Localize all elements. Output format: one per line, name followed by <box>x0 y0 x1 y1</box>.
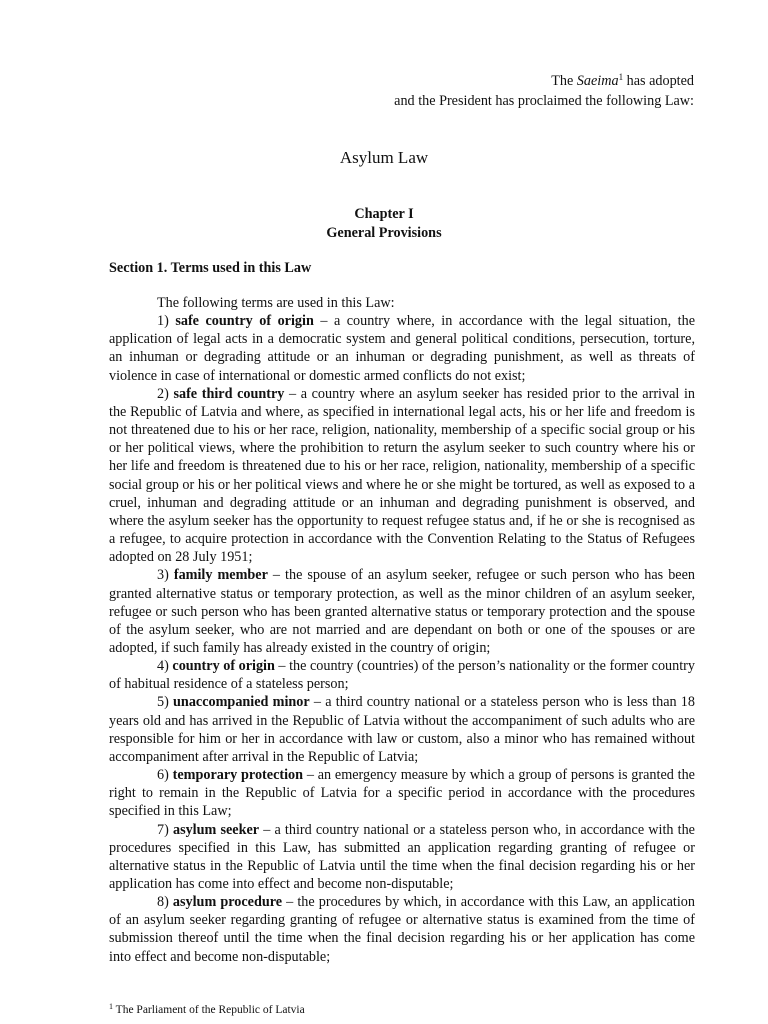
section-intro: The following terms are used in this Law: <box>157 295 395 311</box>
term-definition: – an emergency measure by which a group of persons is granted the right to remain in the Republic of Latvia for a specific period in accordance with the procedures specified in this Law; <box>109 767 695 820</box>
term-item <box>109 693 695 766</box>
preamble-line-1 <box>394 71 694 91</box>
term-definition: – a third country national or a stateless person who, in accordance with the procedures specified in this Law, has submitted an application regarding granting of refugee or alternative status in the Republic of Latvia until the time when the final decision regarding his or her application has come into effect and become non-disputable; <box>109 821 695 892</box>
term-definition: – a country where an asylum seeker has resided prior to the arrival in the Republic of Latvia and where, as specified in international legal acts, his or her life and freedom is not threatened due to his or her race, religion, nationality, membership of a specific social group or his or her political views, where the prohibition to return the asylum seeker to such country where his or her life and freedom is threatened due to his or her race, religion, nationality, membership of a specific social group or his or her political views and where he or she might be tortured, as well as exposed to a cruel, inhuman and degrading attitude or an inhuman and degrading punishment is observed, and where the asylum seeker has the opportunity to request refugee status and, if he or she is recognised as a refugee, to acquire protection in accordance with the Convention Relating to the Status of Refugees adopted on 28 July 1951; <box>109 385 695 566</box>
footnote-marker: 1 <box>109 1002 113 1011</box>
term-definition: – the country (countries) of the person’s nationality or the former country of habitual residence of a stateless person; <box>109 658 695 693</box>
term-name: asylum seeker <box>172 821 260 838</box>
term-item <box>109 766 695 820</box>
term-item <box>109 657 695 693</box>
section-title: Section 1. Terms used in this Law <box>109 260 312 276</box>
section-body <box>109 294 695 966</box>
term-number: 2) <box>157 385 174 402</box>
term-name: safe country of origin <box>175 313 314 330</box>
chapter-name: General Provisions <box>326 225 442 241</box>
terms-list <box>109 312 695 966</box>
footnote-ref: 1 <box>618 72 624 82</box>
term-item <box>109 312 695 385</box>
footnote-text: The Parliament of the Republic of Latvia <box>113 1004 305 1016</box>
preamble <box>394 71 694 111</box>
term-number: 7) <box>157 821 173 838</box>
term-definition: – the spouse of an asylum seeker, refugee or such person who has been granted alternative status or temporary protection, as well as the minor children of an asylum seeker, refugee or such person who has been granted alternative status or temporary protection and the spouse of the asylum seeker, who are not married and are dependant on both or one of the spouses or are adopted, if such family has already existed in the country of origin; <box>109 567 695 656</box>
preamble-prefix: The <box>551 73 577 89</box>
term-number: 5) <box>157 694 174 711</box>
term-number: 8) <box>157 894 173 911</box>
term-definition: – a third country national or a stateless person who is less than 18 years old and has arrived in the Republic of Latvia without the accompaniment of such adults who are responsible for him or her in accordance with law or custom, also a minor who has remained without accompaniment after arrival in the Republic of Latvia; <box>109 694 695 765</box>
preamble-suffix: has adopted <box>623 73 694 89</box>
term-name: country of origin <box>172 658 275 675</box>
term-name: temporary protection <box>172 767 304 784</box>
footnote <box>109 1004 305 1016</box>
term-number: 1) <box>157 313 176 330</box>
chapter-number: Chapter I <box>354 206 414 222</box>
term-name: safe third country <box>173 385 285 402</box>
preamble-line-2: and the President has proclaimed the following Law: <box>394 93 694 109</box>
term-number: 4) <box>157 658 173 675</box>
term-definition: – the procedures by which, in accordance with this Law, an application of an asylum seeker regarding granting of refugee or alternative status is examined from the time of submission thereof until the time when the final decision regarding his or her application has come into effect and become non-disputable; <box>109 894 695 965</box>
term-item <box>109 893 695 966</box>
term-name: family member <box>173 567 268 584</box>
term-number: 6) <box>157 767 173 784</box>
term-name: asylum procedure <box>172 894 283 911</box>
saeima-italic: Saeima <box>576 73 619 89</box>
chapter-heading <box>0 205 768 243</box>
term-number: 3) <box>157 567 174 584</box>
term-definition: – a country where, in accordance with the legal situation, the application of legal acts in a democratic system and general political conditions, persecution, torture, an inhuman or degrading attitude or an inhuman or degrading punishment, as well as threats of violence in case of international or domestic armed conflicts do not exist; <box>109 313 695 384</box>
term-item <box>109 385 695 567</box>
term-item <box>109 566 695 657</box>
law-title: Asylum Law <box>339 148 429 167</box>
term-item <box>109 821 695 894</box>
term-name: unaccompanied minor <box>173 694 310 711</box>
